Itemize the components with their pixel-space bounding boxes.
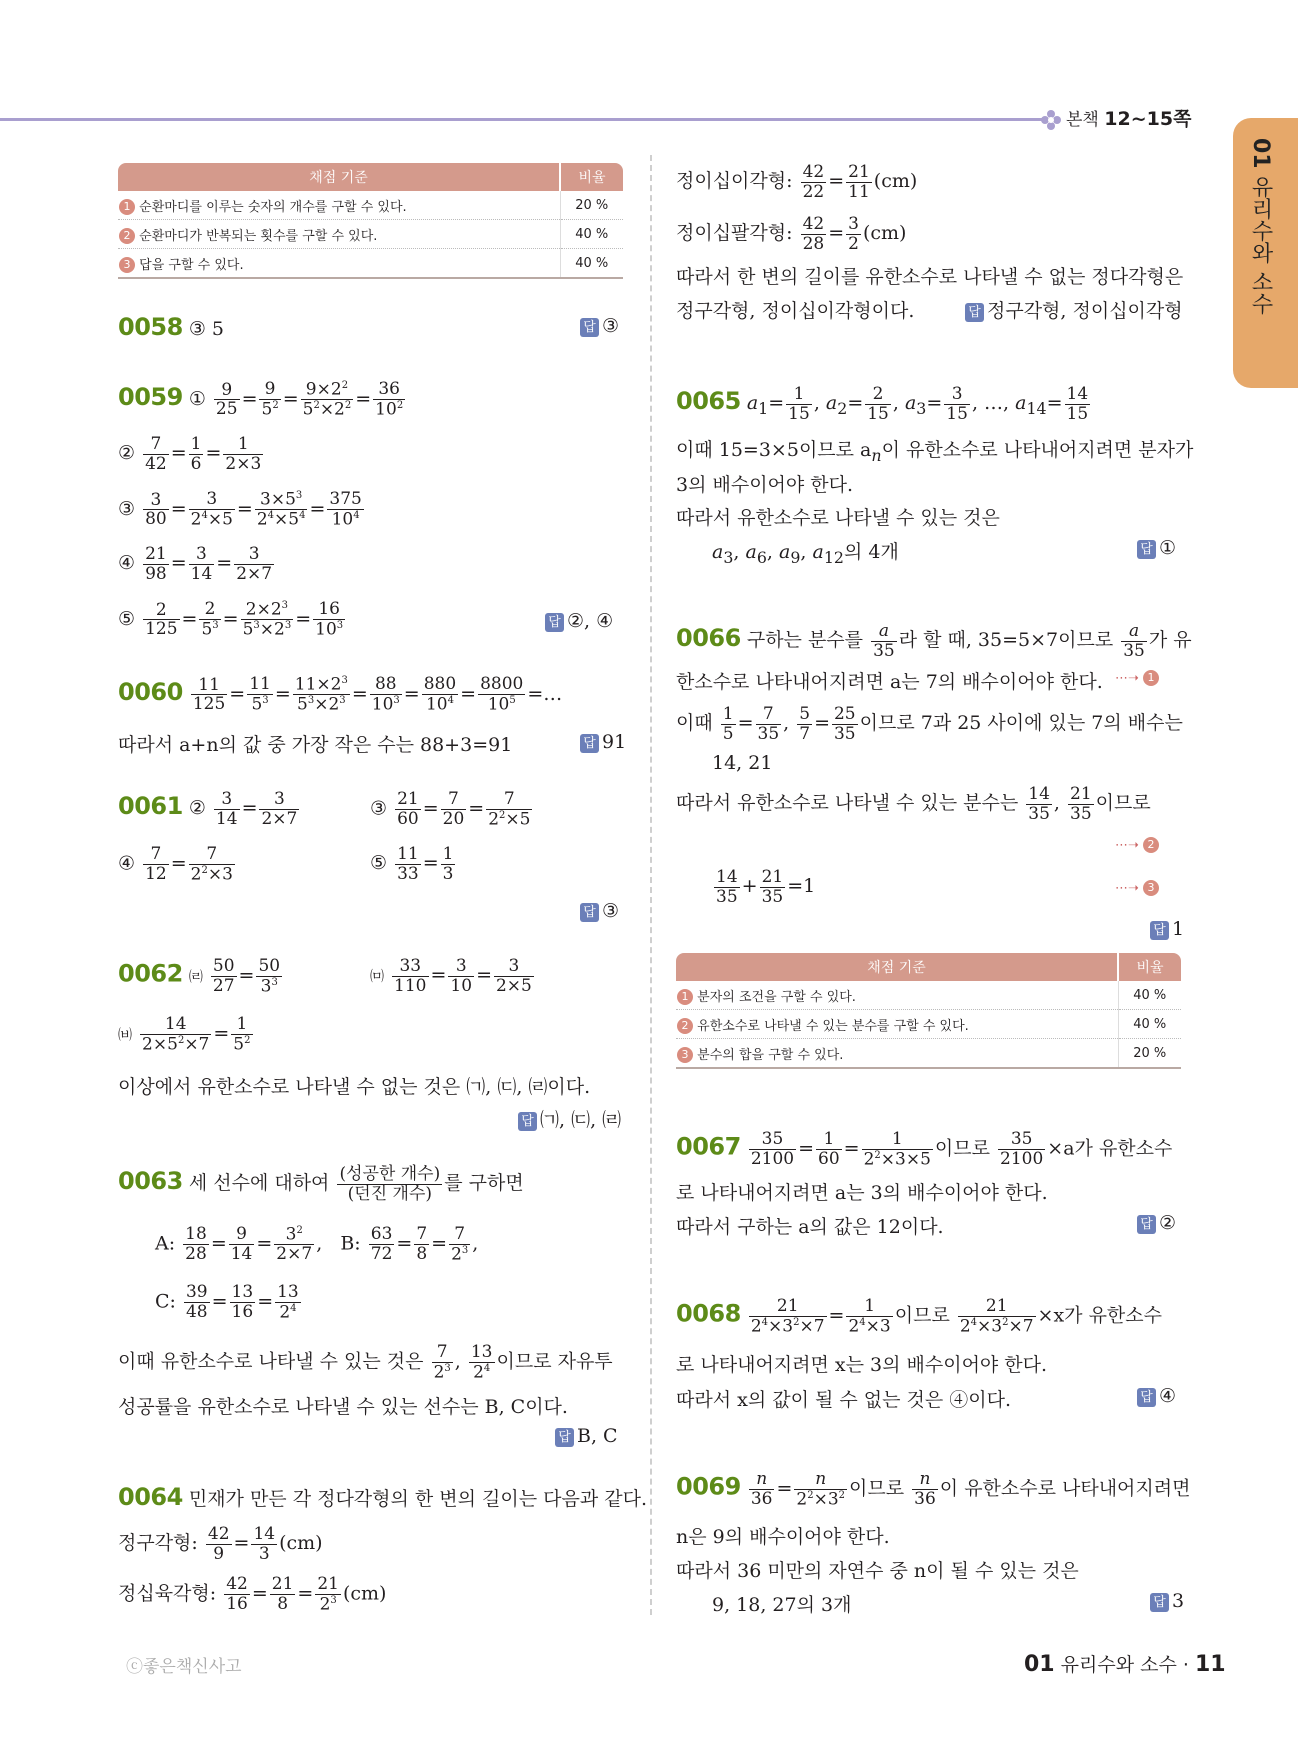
problem-number: 0060 (118, 677, 183, 706)
problem-0060: 0060 $\frac{11}{125}$ = $\frac{11}{5^3}$ = $\frac{11\times 2^3}{5^3\times 2^3}$ = $\frac{88}{10^3}$ = $\frac{880}{10^4}$ = $\frac{8800}{10^5}$ =… (118, 674, 563, 715)
problem-number: 0068 (676, 1299, 741, 1328)
problem-number: 0059 (118, 382, 183, 411)
line-0064-2: 정십육각형: $\frac{42}{16}$ = $\frac{21}{8}$ = $\frac{21}{2^3}$ (cm) (118, 1574, 387, 1615)
text-0066-4: 따라서 유한소수로 나타낼 수 있는 분수는 $\frac{14}{35}$ , $\frac{21}{35}$ 이므로 (676, 784, 1151, 824)
problem-number: 0063 (118, 1167, 183, 1196)
answer-0066: 답 1 (1150, 918, 1184, 940)
text-0064-1: 따라서 한 변의 길이를 유한소수로 나타낼 수 없는 정다각형은 (676, 266, 1184, 288)
table-row: 2 순환마디가 반복되는 횟수를 구할 수 있다. 40 % (118, 220, 623, 249)
answer-icon: 답 (580, 318, 599, 337)
answer-0059: 답 ②, ④ (545, 610, 613, 632)
text-0066-3: 14, 21 (712, 752, 773, 774)
line-0064-1: 정구각형: $\frac{42}{9}$ = $\frac{14}{3}$ (cm) (118, 1524, 323, 1564)
line-0064-3: 정이십이각형: $\frac{42}{22}$ = $\frac{21}{11}$ (cm) (676, 162, 918, 202)
table-row: 3 답을 구할 수 있다. 40 % (118, 249, 623, 279)
answer-0068: 답 ④ (1137, 1385, 1176, 1407)
criteria-header: 채점 기준 (118, 163, 560, 191)
table-row: 1 순환마디를 이루는 숫자의 개수를 구할 수 있다. 20 % (118, 191, 623, 220)
answer-0065: 답 ① (1137, 537, 1176, 559)
problem-0069: 0069 $\frac{n}{36}$ = $\frac{n}{2^2\times 3^2}$ 이므로 $\frac{n}{36}$ 이 유한소수로 나타내어지려면 (676, 1469, 1191, 1510)
text-0066-2: 이때 $\frac{1}{5}$ = $\frac{7}{35}$ , $\frac{5}{7}$ = $\frac{25}{35}$ 이므로 7과 25 사이에 있는 7의 배수는 (676, 704, 1183, 744)
problem-0062: 0062 ㈃ $\frac{50}{27}$ = $\frac{50}{3^3}$ (118, 956, 281, 997)
problem-text: ③ 5 (188, 318, 225, 340)
problem-number: 0058 (118, 313, 183, 341)
text-0063-1: 이때 유한소수로 나타낼 수 있는 것은 $\frac{7}{2^3}$ , $\frac{13}{2^4}$ 이므로 자유투 (118, 1342, 613, 1383)
step-marker: ⋯➝ 3 (1115, 880, 1159, 896)
header-rule (0, 118, 1048, 121)
answer-icon: 답 (545, 613, 564, 632)
answer-0069: 답 3 (1150, 1590, 1184, 1612)
line-0061-5: ⑤ $\frac{11}{33}$ = $\frac{1}{3}$ (370, 844, 454, 884)
problem-number: 0069 (676, 1472, 741, 1501)
ref-prefix: 본책 (1066, 110, 1099, 130)
line-0062-m: ㈄ $\frac{33}{110}$ = $\frac{3}{10}$ = $\frac{3}{2\times 5}$ (370, 956, 532, 996)
text-0060: 따라서 a+n의 값 중 가장 작은 수는 88+3=91 (118, 734, 513, 756)
answer-0067: 답 ② (1137, 1212, 1176, 1234)
text-0065-2: 3의 배수이어야 한다. (676, 474, 854, 496)
problem-0063: 0063 세 선수에 대하여 $\frac{\text{(성공한 개수)}}{\text{(던진 개수)}}$ 를 구하면 (118, 1164, 524, 1204)
answer-0061: 답 ③ (580, 900, 619, 922)
table-row: 1 분자의 조건을 구할 수 있다. 40 % (676, 981, 1181, 1010)
criteria-header: 채점 기준 (676, 953, 1118, 981)
flower-icon (1040, 109, 1062, 131)
table-row: 3 분수의 합을 구할 수 있다. 20 % (676, 1039, 1181, 1069)
text-0063-2: 성공률을 유한소수로 나타낼 수 있는 선수는 B, C이다. (118, 1396, 568, 1418)
problem-number: 0065 (676, 387, 741, 416)
ref-pages: 12~15쪽 (1104, 108, 1192, 130)
column-divider (650, 155, 652, 1615)
text-0069-2: 따라서 36 미만의 자연수 중 n이 될 수 있는 것은 (676, 1560, 1079, 1582)
answer-icon: 답 (1137, 1215, 1156, 1234)
problem-0068: 0068 $\frac{21}{2^4\times 3^2\times 7}$ = $\frac{1}{2^4\times 3}$ 이므로 $\frac{21}{2^4\times 3^2\times 7}$ ×x가 유한소수 (676, 1296, 1162, 1337)
line-0059-2: ② $\frac{7}{42}$ = $\frac{1}{6}$ = $\frac{1}{2\times 3}$ (118, 434, 262, 474)
text-0067-2: 따라서 구하는 a의 값은 12이다. (676, 1216, 944, 1238)
page-footer: 01 유리수와 소수 · 11 (1024, 1652, 1226, 1677)
table-row: 2 유한소수로 나타낼 수 있는 분수를 구할 수 있다. 40 % (676, 1010, 1181, 1039)
problem-0064: 0064 민재가 만든 각 정다각형의 한 변의 길이는 다음과 같다. (118, 1483, 647, 1511)
answer-icon: 답 (518, 1112, 537, 1131)
answer-0064: 답 정구각형, 정이십이각형 (965, 296, 1183, 323)
line-0064-4: 정이십팔각형: $\frac{42}{28}$ = $\frac{3}{2}$ (cm) (676, 214, 907, 254)
answer-0062: 답 ㈀, ㈂, ㈃ (518, 1105, 621, 1132)
scoring-table-right (676, 953, 1181, 1069)
problem-number: 0061 (118, 792, 183, 821)
answer-0058: 답 ③ (580, 315, 619, 337)
text-0065-3: 따라서 유한소수로 나타낼 수 있는 것은 (676, 507, 1000, 529)
text-0068-2: 따라서 x의 값이 될 수 없는 것은 ④이다. (676, 1389, 1011, 1411)
answer-icon: 답 (965, 303, 984, 322)
scoring-table-left (118, 163, 623, 279)
line-0061-3: ③ $\frac{21}{60}$ = $\frac{7}{20}$ = $\frac{7}{2^2\times 5}$ (370, 789, 531, 830)
chapter-tab-label (1246, 138, 1276, 315)
text-0066-5: $\frac{14}{35}$ + $\frac{21}{35}$ =1 (716, 867, 816, 907)
text-0065-1: 이때 15=3×5이므로 $a_n$이 유한소수로 나타내어지려면 분자가 (676, 439, 1194, 465)
ratio-header: 비율 (560, 163, 623, 191)
problem-0067: 0067 $\frac{35}{2100}$ = $\frac{1}{60}$ = $\frac{1}{2^2\times 3\times 5}$ 이므로 $\frac{35}{2100}$ ×a가 유한소수 (676, 1129, 1173, 1170)
chapter-tab-number: 01 (1248, 138, 1273, 169)
problem-0061: 0061 ② $\frac{3}{14}$ = $\frac{3}{2\times 7}$ (118, 789, 298, 829)
line-0059-3: ③ $\frac{3}{80}$ = $\frac{3}{2^4\times 5}$ = $\frac{3\times 5^3}{2^4\times 5^4}$ = $\frac{375}{10^4}$ (118, 489, 362, 530)
answer-icon: 답 (1150, 1593, 1169, 1612)
problem-number: 0064 (118, 1483, 183, 1511)
line-0059-4: ④ $\frac{21}{98}$ = $\frac{3}{14}$ = $\frac{3}{2\times 7}$ (118, 544, 273, 584)
text-0062: 이상에서 유한소수로 나타낼 수 없는 것은 ㈀, ㈂, ㈃이다. (118, 1076, 591, 1098)
problem-number: 0066 (676, 624, 741, 653)
answer-icon: 답 (580, 903, 599, 922)
line-0063-ab: A: $\frac{18}{28}$ = $\frac{9}{14}$ = $\frac{3^2}{2\times 7}$ , B: $\frac{63}{72}$ = $\frac{7}{8}$ = $\frac{7}{2^3}$ , (155, 1224, 479, 1265)
publisher: ⓒ좋은책신사고 (126, 1657, 242, 1677)
text-0064-2: 정구각형, 정이십이각형이다. (676, 300, 915, 322)
text-0068-1: 로 나타내어지려면 x는 3의 배수이어야 한다. (676, 1354, 1048, 1376)
text-0065-4: $a_3$, $a_6$, $a_9$, $a_{12}$의 4개 (712, 541, 899, 567)
problem-0066: 0066 구하는 분수를 $\frac{a}{35}$ 라 할 때, 35=5×7이므로 $\frac{a}{35}$ 가 유 (676, 621, 1192, 661)
answer-icon: 답 (580, 734, 599, 753)
text-0069-1: n은 9의 배수이어야 한다. (676, 1526, 890, 1548)
line-0059-5: ⑤ $\frac{2}{125}$ = $\frac{2}{5^3}$ = $\frac{2\times 2^3}{5^3\times 2^3}$ = $\frac{16}{10^3}$ (118, 599, 344, 640)
answer-icon: 답 (555, 1428, 574, 1447)
answer-icon: 답 (1150, 921, 1169, 940)
problem-number: 0062 (118, 959, 183, 988)
step-marker: ⋯➝ 2 (1115, 837, 1159, 853)
problem-number: 0067 (676, 1132, 741, 1161)
text-0067-1: 로 나타내어지려면 a는 3의 배수이어야 한다. (676, 1182, 1048, 1204)
answer-icon: 답 (1137, 540, 1156, 559)
page-number: 11 (1194, 1652, 1226, 1677)
problem-0059: 0059 ① $\frac{9}{25}$ = $\frac{9}{5^2}$ = $\frac{9\times 2^2}{5^2\times 2^2}$ = $\frac{36}{10^2}$ (118, 379, 404, 420)
problem-0058 (118, 313, 224, 341)
answer-0060: 답 91 (580, 731, 626, 753)
line-0062-b: ㈅ $\frac{14}{2\times 5^2\times 7}$ = $\frac{1}{5^2}$ (118, 1014, 251, 1055)
problem-0065: 0065 $a_1=$ $\frac{1}{15}$ , $a_2=$ $\frac{2}{15}$ , $a_3=$ $\frac{3}{15}$ , …, $a_{14}=$ $\frac{14}{15}$ (676, 384, 1089, 424)
chapter-tab-title: 유리수와 소수 (1248, 175, 1273, 315)
answer-0063: 답 B, C (555, 1425, 618, 1447)
page-reference (1040, 104, 1191, 131)
line-0061-4: ④ $\frac{7}{12}$ = $\frac{7}{2^2\times 3}$ (118, 844, 233, 885)
text-0066-1: 한소수로 나타내어지려면 a는 7의 배수이어야 한다. (676, 671, 1103, 693)
step-marker: ⋯➝ 1 (1115, 670, 1159, 686)
line-0063-c: C: $\frac{39}{48}$ = $\frac{13}{16}$ = $\frac{13}{2^4}$ (155, 1282, 299, 1323)
ratio-header: 비율 (1118, 953, 1181, 981)
text-0069-3: 9, 18, 27의 3개 (712, 1594, 852, 1616)
answer-icon: 답 (1137, 1388, 1156, 1407)
